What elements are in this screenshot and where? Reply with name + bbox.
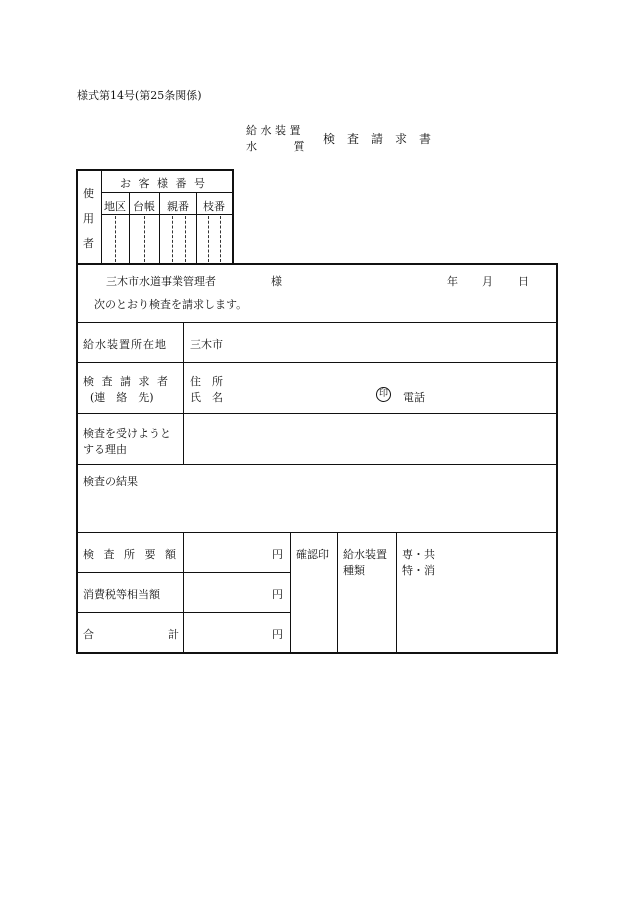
location-value: 三木市	[190, 338, 223, 351]
location-label: 給水装置所在地	[83, 338, 167, 351]
date-month: 月	[482, 275, 493, 288]
phone-label: 電話	[403, 391, 425, 404]
request-text: 次のとおり検査を請求します。	[94, 298, 248, 311]
name-label: 氏 名	[190, 391, 223, 404]
user-label-2: 用	[83, 212, 94, 225]
honorific: 様	[271, 275, 282, 288]
result-label: 検査の結果	[83, 475, 138, 488]
reason-label-1: 検査を受けようと	[83, 427, 171, 440]
device-type-label-2: 種類	[343, 564, 365, 577]
device-type-options-2: 特・消	[402, 564, 435, 577]
date-year: 年	[447, 275, 458, 288]
seal-mark	[376, 387, 391, 402]
addressee: 三木市水道事業管理者	[106, 275, 216, 288]
required-fee-label: 検 査 所 要 額	[83, 548, 179, 561]
page-title: 検 査 請 求 書	[323, 132, 432, 146]
column-ledger: 台帳	[133, 200, 155, 213]
date-day: 日	[518, 275, 529, 288]
user-label-3: 者	[83, 237, 94, 250]
requester-contact-label: (連 絡 先)	[90, 391, 154, 404]
user-label-1: 使	[83, 187, 94, 200]
confirm-seal-label: 確認印	[296, 548, 329, 561]
requester-label: 検 査 請 求 者	[83, 375, 170, 388]
title-top-left: 給 水 装 置	[246, 124, 301, 137]
customer-number-heading: お 客 様 番 号	[120, 177, 207, 190]
seal-text: 印	[378, 389, 388, 399]
address-label: 住 所	[190, 375, 223, 388]
device-type-options-1: 専・共	[402, 548, 435, 561]
yen-tax: 円	[272, 588, 283, 601]
total-label-1: 合	[83, 628, 94, 641]
total-label-2: 計	[168, 628, 179, 641]
yen-total: 円	[272, 628, 283, 641]
column-parent-number: 親番	[167, 200, 189, 213]
yen-required-fee: 円	[272, 548, 283, 561]
form-number: 様式第14号(第25条関係)	[77, 89, 202, 102]
tax-label: 消費税等相当額	[83, 588, 160, 601]
reason-label-2: する理由	[83, 443, 127, 456]
column-district: 地区	[104, 200, 126, 213]
title-bottom-left: 水 質	[246, 140, 305, 153]
device-type-label-1: 給水装置	[343, 548, 387, 561]
column-branch-number: 枝番	[203, 200, 225, 213]
